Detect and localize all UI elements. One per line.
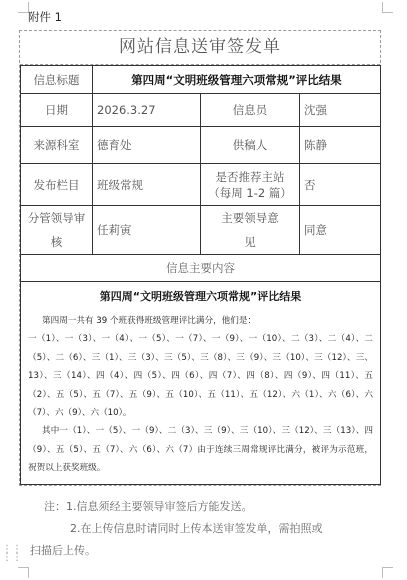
crop-mark-bottom-left [18, 567, 29, 578]
recommend-label-cell [201, 164, 300, 206]
recommend-sublabel: （每周 1-2 篇） [208, 185, 292, 200]
attachment-label: 附件 1 [28, 10, 62, 24]
leader-review-label: 分管领导审核 [21, 206, 93, 255]
crop-mark-top-right [382, 2, 393, 13]
informant-label: 信息员 [201, 94, 300, 127]
leader-review-value[interactable]: 任莉寅 [93, 206, 201, 255]
drag-handle-icon[interactable]: ⋮⋮ ⋮⋮ [2, 544, 22, 563]
contributor-label: 供稿人 [201, 127, 300, 164]
note-1: 注：1.信息须经主要领导审签后方能发送。 [44, 500, 253, 513]
content-title: 第四周“文明班级管理六项常规”评比结果 [99, 290, 302, 303]
footnotes [30, 496, 380, 562]
contributor-value[interactable]: 陈静 [300, 127, 381, 164]
form-table [20, 65, 381, 485]
content-paragraph-1: 第四周一共有 39 个班获得班级管理评比满分，他们是： [42, 316, 257, 326]
content-paragraph-2: 一（1）、一（3）、一（4）、一（5）、一（7）、一（9）、一（10）、二（3）、二（4）、二（5）、二（6）、三（1）、三（3）、三（5）、三（8）、三（9）、三（10）、三（12）、三、13）、三（14）、四（4）、四（5）、四（6）、四（7）、四（8）、四（9）、四（11）、五（2）、五（5）、五（7）、五（9）、五（10）、五（11）、五（12）、六（1）、六（6）、六（7）、六（9）、六（10）。 [28, 334, 374, 419]
info-title-value[interactable]: 第四周“文明班级管理六项常规”评比结果 [93, 66, 381, 94]
informant-value[interactable]: 沈强 [300, 94, 381, 127]
source-dept-label: 来源科室 [21, 127, 93, 164]
column-label: 发布栏目 [21, 164, 93, 206]
chief-opinion-value[interactable]: 同意 [300, 206, 381, 255]
note-3: 扫描后上传。 [30, 544, 96, 557]
content-paragraph-3: 其中一（1）、一（5）、一（9）、二（3）、三（9）、三（10）、三（12）、三（13）、四（9）、五（5）、五（7）、六（6）、六（7）由于连续三周常规评比满分，被评为示范班，祝贺以上获奖班级。 [28, 426, 374, 474]
info-title-label: 信息标题 [21, 66, 93, 94]
date-value[interactable]: 2026.3.27 [93, 94, 201, 127]
note-2: 2.在上传信息时请同时上传本送审签发单，需拍照或 [70, 522, 323, 535]
column-value[interactable]: 班级常规 [93, 164, 201, 206]
recommend-label: 是否推荐主站 [215, 169, 285, 184]
content-body[interactable] [21, 282, 381, 485]
date-label: 日期 [21, 94, 93, 127]
recommend-value[interactable]: 否 [300, 164, 381, 206]
content-header: 信息主要内容 [21, 255, 381, 282]
chief-opinion-label: 主要领导意见 [201, 206, 300, 255]
crop-mark-bottom-right [382, 567, 393, 578]
approval-form [19, 30, 381, 486]
form-title: 网站信息送审签发单 [20, 31, 380, 65]
source-dept-value[interactable]: 德育处 [93, 127, 201, 164]
